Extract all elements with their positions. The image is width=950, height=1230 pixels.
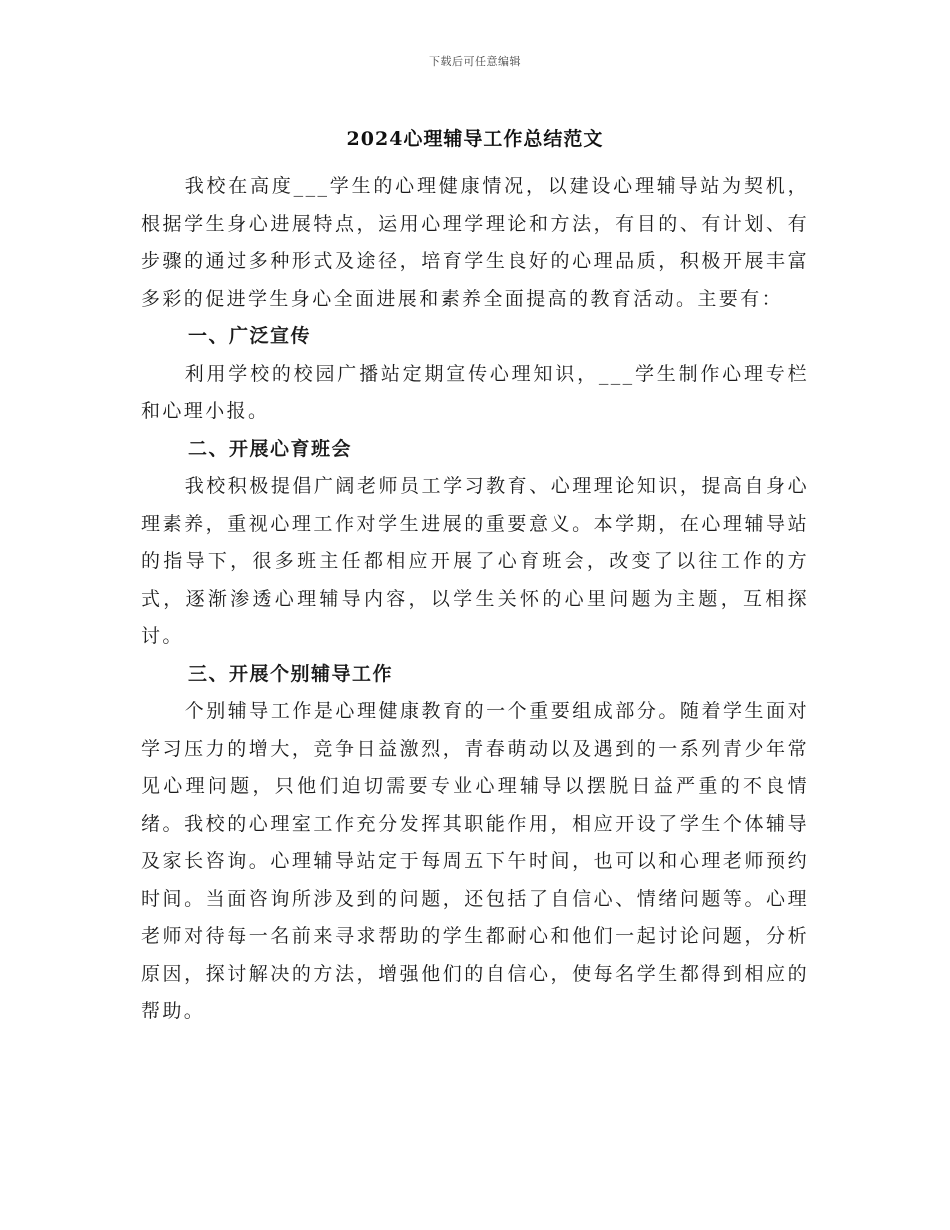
document-title: 2024心理辅导工作总结范文	[346, 128, 604, 150]
section-heading-publicity: 一、广泛宣传	[188, 325, 312, 347]
section-body-class-meeting: 我校积极提倡广阔老师员工学习教育、心理理论知识，提高自身心理素养，重视心理工作对学生进展的重要意义。本学期，在心理辅导站的指导下，很多班主任都相应开展了心育班会，改变了以往工作的方式，逐渐渗透心理辅导内容，以学生关怀的心里问题为主题，互相探讨。	[141, 475, 809, 647]
intro-paragraph: 我校在高度___学生的心理健康情况，以建设心理辅导站为契机，根据学生身心进展特点，运用心理学理论和方法，有目的、有计划、有步骤的通过多种形式及途径，培育学生良好的心理品质，积极开展丰富多彩的促进学生身心全面进展和素养全面提高的教育活动。主要有：	[141, 175, 809, 310]
section-heading-individual-counseling: 三、开展个别辅导工作	[188, 662, 394, 685]
header-note: 下载后可任意编辑	[429, 55, 521, 68]
section-body-publicity: 利用学校的校园广播站定期宣传心理知识，___学生制作心理专栏和心理小报。	[141, 362, 809, 422]
section-body-individual-counseling: 个别辅导工作是心理健康教育的一个重要组成部分。随着学生面对学习压力的增大，竞争日益激烈，青春萌动以及遇到的一系列青少年常见心理问题，只他们迫切需要专业心理辅导以摆脱日益严重的不良情绪。我校的心理室工作充分发挥其职能作用，相应开设了学生个体辅导及家长咨询。心理辅导站定于每周五下午时间，也可以和心理老师预约时间。当面咨询所涉及到的问题，还包括了自信心、情绪问题等。心理老师对待每一名前来寻求帮助的学生都耐心和他们一起讨论问题，分析原因，探讨解决的方法，增强他们的自信心，使每名学生都得到相应的帮助。	[141, 700, 809, 1022]
document-body	[141, 168, 809, 1031]
section-heading-class-meeting: 二、开展心育班会	[188, 437, 353, 460]
